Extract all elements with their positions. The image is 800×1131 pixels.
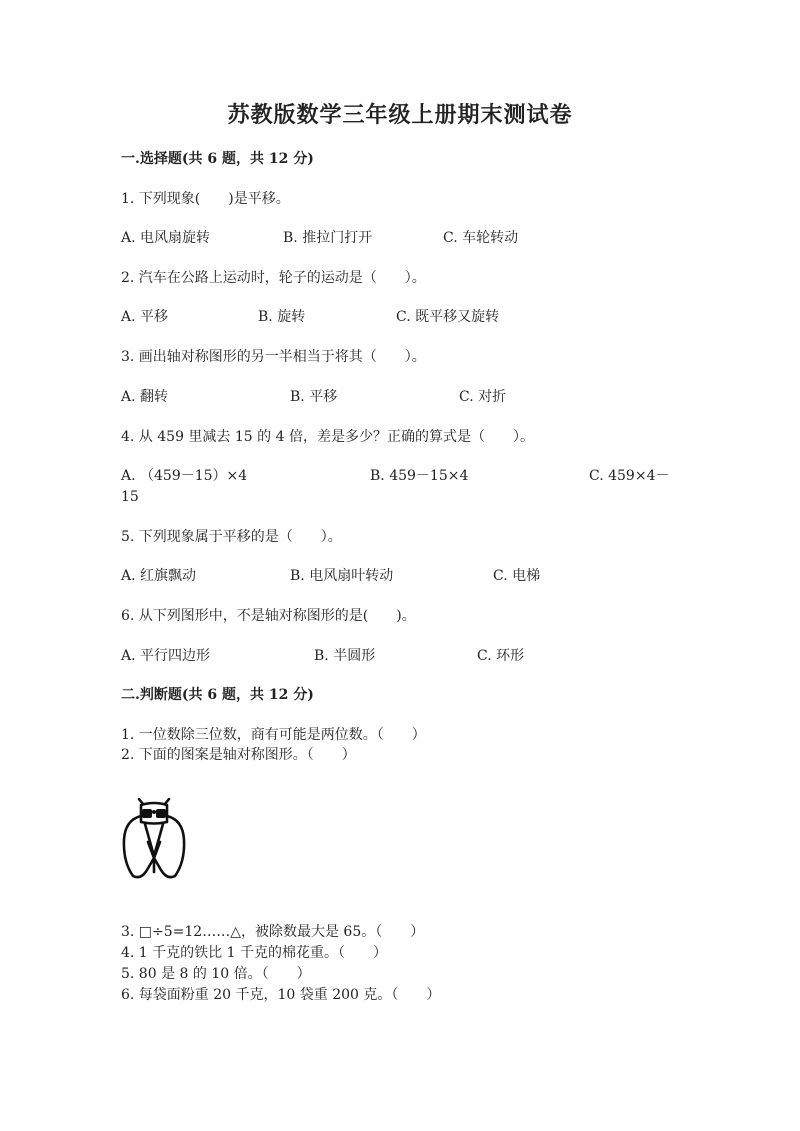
question-4-option-c: C. 459×4－ — [589, 468, 670, 484]
question-5-stem: 5. 下列现象属于平移的是（ ）。 — [121, 529, 342, 545]
question-2-option-a: A. 平移 — [121, 309, 169, 325]
question-6-option-a: A. 平行四边形 — [121, 648, 211, 664]
question-6-stem: 6. 从下列图形中，不是轴对称图形的是( )。 — [121, 608, 416, 624]
judgement-3: 3. □÷5=12……△，被除数最大是 65。（ ） — [121, 924, 425, 940]
question-5-option-c: C. 电梯 — [493, 568, 541, 584]
question-5-option-b: B. 电风扇叶转动 — [290, 568, 394, 584]
judgement-1: 1. 一位数除三位数，商有可能是两位数。（ ） — [121, 727, 426, 743]
section2-heading: 二.判断题(共 6 题，共 12 分) — [121, 687, 314, 703]
cicada-icon — [121, 798, 187, 882]
question-4-option-c-wrap: 15 — [121, 489, 139, 505]
question-4-stem: 4. 从 459 里减去 15 的 4 倍，差是多少？正确的算式是（ ）。 — [121, 429, 534, 445]
question-2-stem: 2. 汽车在公路上运动时，轮子的运动是（ ）。 — [121, 270, 426, 286]
judgement-4: 4. 1 千克的铁比 1 千克的棉花重。（ ） — [121, 945, 387, 961]
question-2-option-c: C. 既平移又旋转 — [396, 309, 500, 325]
question-5-option-a: A. 红旗飘动 — [121, 568, 197, 584]
question-1-option-a: A. 电风扇旋转 — [121, 230, 211, 246]
question-6-option-b: B. 半圆形 — [314, 648, 376, 664]
question-3-option-b: B. 平移 — [290, 389, 338, 405]
section1-heading: 一.选择题(共 6 题，共 12 分) — [121, 151, 314, 167]
question-1-option-b: B. 推拉门打开 — [283, 230, 373, 246]
question-1-stem: 1. 下列现象( )是平移。 — [121, 191, 290, 207]
question-4-option-b: B. 459－15×4 — [370, 468, 469, 484]
page-title: 苏教版数学三年级上册期末测试卷 — [227, 102, 573, 128]
question-3-option-a: A. 翻转 — [121, 389, 169, 405]
question-3-stem: 3. 画出轴对称图形的另一半相当于将其（ ）。 — [121, 349, 426, 365]
judgement-6: 6. 每袋面粉重 20 千克，10 袋重 200 克。（ ） — [121, 987, 441, 1003]
question-2-option-b: B. 旋转 — [258, 309, 306, 325]
judgement-5: 5. 80 是 8 的 10 倍。（ ） — [121, 966, 311, 982]
question-3-option-c: C. 对折 — [459, 389, 507, 405]
question-6-option-c: C. 环形 — [477, 648, 525, 664]
question-1-option-c: C. 车轮转动 — [443, 230, 519, 246]
judgement-2: 2. 下面的图案是轴对称图形。（ ） — [121, 747, 356, 763]
question-4-option-a: A. （459－15）×4 — [121, 468, 248, 484]
